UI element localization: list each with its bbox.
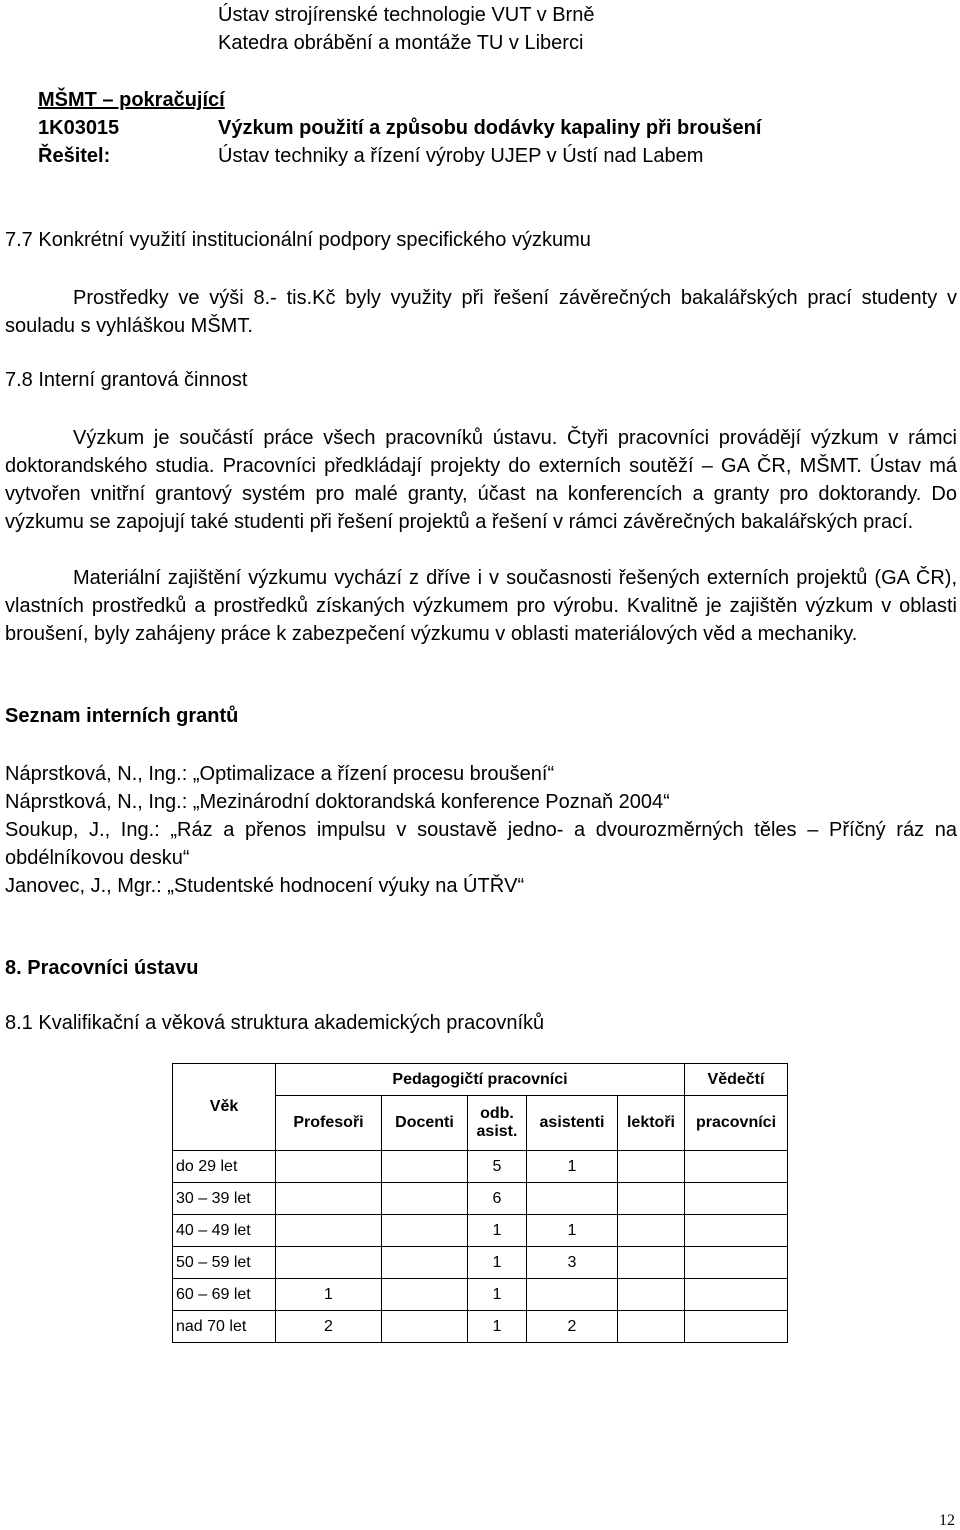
- section-8-heading: 8. Pracovníci ústavu: [5, 957, 199, 979]
- value-cell: 1: [527, 1151, 618, 1183]
- section-8-1-heading: 8.1 Kvalifikační a věková struktura akademických pracovníků: [5, 1012, 545, 1034]
- table-row: [173, 1183, 788, 1215]
- pedagogical-staff-header: Pedagogičtí pracovníci: [276, 1064, 685, 1096]
- value-cell: [685, 1279, 788, 1311]
- age-cell: 40 – 49 let: [173, 1215, 276, 1247]
- value-cell: [382, 1279, 468, 1311]
- value-cell: 1: [468, 1279, 527, 1311]
- grant-item-4: Janovec, J., Mgr.: „Studentské hodnocení výuky na ÚTŘV“: [5, 875, 525, 897]
- value-cell: 3: [527, 1247, 618, 1279]
- project-code: 1K03015: [38, 117, 120, 139]
- table-row: [173, 1279, 788, 1311]
- value-cell: 1: [468, 1311, 527, 1343]
- section-7-8-heading: 7.8 Interní grantová činnost: [5, 369, 248, 391]
- value-cell: [382, 1215, 468, 1247]
- section-7-7-heading: 7.7 Konkrétní využití institucionální podpory specifického výzkumu: [5, 229, 591, 251]
- table-header-row: [173, 1064, 788, 1096]
- solver-value: Ústav techniky a řízení výroby UJEP v Ústí nad Labem: [218, 145, 704, 167]
- section-7-8-paragraph-1: Výzkum je součástí práce všech pracovníků ústavu. Čtyři pracovníci provádějí výzkum v rámci doktorandského studia. Pracovníci předkládají projekty do externích soutěží – GA ČR, MŠMT. Ústav má vytvořen vnitřní grantový systém pro malé granty, účast na konferencích a granty pro doktorandy. Do výzkumu se zapojují také studenti při řešení projektů a řešení v rámci závěrečných bakalářských prací.: [5, 427, 957, 533]
- page-number: 12: [939, 1512, 955, 1529]
- age-column-header: Věk: [173, 1064, 276, 1151]
- value-cell: [276, 1183, 382, 1215]
- research-staff-header: Vědečtí: [685, 1064, 788, 1096]
- value-cell: [527, 1279, 618, 1311]
- value-cell: [276, 1215, 382, 1247]
- age-structure-table: [172, 1063, 788, 1343]
- value-cell: [618, 1311, 685, 1343]
- value-cell: [618, 1215, 685, 1247]
- header-line-1: Ústav strojírenské technologie VUT v Brně: [218, 4, 595, 26]
- age-cell: 60 – 69 let: [173, 1279, 276, 1311]
- column-professors: Profesoři: [276, 1096, 382, 1151]
- value-cell: 1: [468, 1247, 527, 1279]
- value-cell: [685, 1247, 788, 1279]
- value-cell: [382, 1311, 468, 1343]
- grant-item-2: Náprstková, N., Ing.: „Mezinárodní doktorandská konference Poznaň 2004“: [5, 791, 670, 813]
- section-7-7-text: Prostředky ve výši 8.- tis.Kč byly využity při řešení závěrečných bakalářských prací studenty v souladu s vyhláškou MŠMT.: [5, 287, 957, 337]
- column-assistants: asistenti: [527, 1096, 618, 1151]
- column-lecturers: lektoři: [618, 1096, 685, 1151]
- table-row: [173, 1247, 788, 1279]
- grant-item-1: Náprstková, N., Ing.: „Optimalizace a řízení procesu broušení“: [5, 763, 555, 785]
- age-cell: 30 – 39 let: [173, 1183, 276, 1215]
- table-row: [173, 1311, 788, 1343]
- value-cell: [618, 1183, 685, 1215]
- age-cell: do 29 let: [173, 1151, 276, 1183]
- value-cell: [618, 1247, 685, 1279]
- grants-heading: Seznam interních grantů: [5, 705, 239, 727]
- section-7-8-paragraph-2: Materiální zajištění výzkumu vychází z dříve i v současnosti řešených externích projektů (GA ČR), vlastních prostředků a prostředků získaných výzkumem pro výrobu. Kvalitně je zajištěn výzkum v oblasti broušení, byly zahájeny práce k zabezpečení výzkumu v oblasti materiálových věd a mechaniky.: [5, 567, 957, 645]
- value-cell: [685, 1215, 788, 1247]
- value-cell: 2: [527, 1311, 618, 1343]
- table-row: [173, 1151, 788, 1183]
- value-cell: 1: [276, 1279, 382, 1311]
- value-cell: 1: [527, 1215, 618, 1247]
- value-cell: 6: [468, 1183, 527, 1215]
- value-cell: [276, 1151, 382, 1183]
- age-cell: nad 70 let: [173, 1311, 276, 1343]
- project-name: Výzkum použití a způsobu dodávky kapaliny při broušení: [218, 117, 762, 139]
- value-cell: [618, 1151, 685, 1183]
- value-cell: [685, 1151, 788, 1183]
- project-title: MŠMT – pokračující: [38, 89, 225, 111]
- value-cell: [685, 1183, 788, 1215]
- table-row: [173, 1215, 788, 1247]
- solver-label: Řešitel:: [38, 145, 111, 167]
- grant-item-3: Soukup, J., Ing.: „Ráz a přenos impulsu v soustavě jedno- a dvourozměrných těles – Příčný ráz na obdélníkovou desku“: [5, 819, 957, 869]
- value-cell: 2: [276, 1311, 382, 1343]
- value-cell: 1: [468, 1215, 527, 1247]
- value-cell: [527, 1183, 618, 1215]
- age-cell: 50 – 59 let: [173, 1247, 276, 1279]
- value-cell: 5: [468, 1151, 527, 1183]
- value-cell: [382, 1247, 468, 1279]
- value-cell: [685, 1311, 788, 1343]
- column-assistant-professors: odb. asist.: [468, 1096, 527, 1151]
- column-researchers: pracovníci: [685, 1096, 788, 1151]
- value-cell: [276, 1247, 382, 1279]
- value-cell: [382, 1151, 468, 1183]
- header-line-2: Katedra obrábění a montáže TU v Liberci: [218, 32, 584, 54]
- value-cell: [382, 1183, 468, 1215]
- column-docents: Docenti: [382, 1096, 468, 1151]
- value-cell: [618, 1279, 685, 1311]
